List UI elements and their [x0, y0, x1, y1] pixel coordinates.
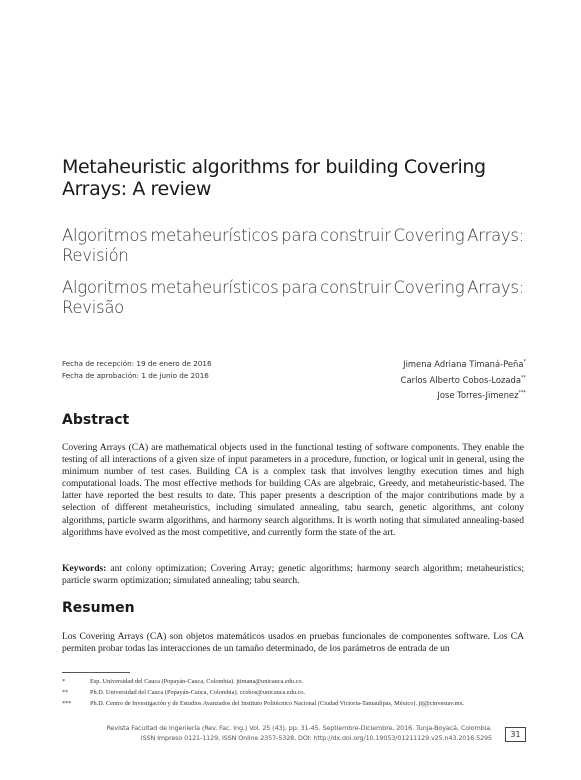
footnote-text: Esp. Universidad del Cauca (Popayán-Cauca, Colombia). jtimana@unicauca.edu.co.	[90, 678, 304, 685]
footnote	[62, 698, 524, 709]
title-es-line2: Revisión	[62, 246, 129, 265]
resumen-heading: Resumen	[62, 600, 135, 616]
footnote	[62, 687, 524, 698]
footnote	[62, 676, 524, 687]
title-word: Algoritmos	[62, 278, 148, 297]
keywords-list: ant colony optimization; Covering Array; genetic algorithms; harmony search algorithm; metaheuristics; particle swarm optimization; simulated annealing; tabu search.	[62, 563, 524, 587]
page-number: 31	[505, 727, 526, 742]
author-mark: **	[521, 374, 526, 381]
journal-line-2: ISSN Impreso 0121-1129, ISSN Online 2357-5328, DOI: http://dx.doi.org/10.19053/01211129.v25.n43.2016.5295	[140, 733, 492, 742]
title-word: construir	[320, 278, 391, 297]
author-name: Jimena Adriana Timaná-Peña	[403, 359, 524, 369]
title-word: para	[281, 226, 318, 245]
footnote-mark: **	[62, 689, 69, 697]
keywords-label: Keywords:	[62, 563, 107, 574]
footnote-text: Ph.D. Universidad del Cauca (Popayán-Cauca, Colombia). ccobos@unicauca.edu.co.	[90, 689, 306, 697]
title-word: metaheurísticos	[150, 226, 279, 245]
author-mark: *	[523, 359, 526, 365]
footnote-divider	[62, 672, 130, 673]
submission-dates	[62, 358, 212, 382]
footnotes	[62, 676, 524, 710]
author-name: Jose Torres-Jimenez	[437, 390, 519, 401]
title-word: metaheurísticos	[150, 278, 279, 297]
title-word: Covering	[393, 226, 465, 245]
approved-date: Fecha de aprobación: 1 de junio de 2016	[62, 371, 209, 380]
footnote-mark: *	[62, 678, 66, 685]
author-list	[401, 356, 526, 403]
title-word: Arrays:	[467, 226, 524, 245]
paper-title-spanish	[62, 226, 524, 266]
title-word: Arrays:	[467, 278, 524, 297]
author-mark: ***	[518, 390, 526, 397]
abstract-body: Covering Arrays (CA) are mathematical objects used in the functional testing of software components. They enable the testing of all interactions of a given size of input parameters in a procedure, function, or logical unit in general, using the minimum number of test cases. Building CA is a complex task that involves lengthy execution times and high computational loads. The most effective methods for building CAs are algebraic, Greedy, and metaheuristic-based. The latter have reported the best results to date. This paper presents a description of the major contributions made by a selection of different metaheuristics, including simulated annealing, tabu search, genetic algorithms, ant colony algorithms, particle swarm algorithms, and harmony search algorithms. It is worth noting that simulated annealing-based algorithms have evolved as the most competitive, and currently form the state of the art.	[62, 442, 524, 538]
journal-citation	[88, 724, 492, 743]
title-word: Covering	[393, 278, 465, 297]
footnote-text: Ph.D. Centro de Investigación y de Estudios Avanzados del Instituto Politécnico Nacional (Ciudad Victoria-Tamaulipas, México). jtj@cinvestav.mx.	[90, 700, 465, 708]
title-word: Algoritmos	[62, 226, 148, 245]
journal-line-1: Revista Facultad de Ingeniería (Rev. Fac. Ing.) Vol. 25 (43), pp. 31-45. Septiembre-Diciembre, 2016. Tunja-Boyacá, Colombia.	[106, 724, 492, 732]
author	[401, 372, 526, 388]
resumen-body: Los Covering Arrays (CA) son objetos matemáticos usados en pruebas funcionales de componentes software. Los CA permiten probar todas las interacciones de un tamaño determinado, de los parámetros de entrada de un	[62, 631, 524, 655]
keywords	[62, 563, 524, 587]
author-name: Carlos Alberto Cobos-Lozada	[400, 374, 521, 385]
title-word: construir	[320, 226, 391, 245]
paper-title-portuguese	[62, 278, 524, 318]
title-pt-line2: Revisão	[62, 298, 124, 317]
footnote-mark: ***	[62, 700, 72, 708]
title-word: para	[281, 278, 318, 297]
received-date: Fecha de recepción: 19 de enero de 2016	[62, 359, 212, 368]
paper-title-english: Metaheuristic algorithms for building Covering Arrays: A review	[62, 156, 486, 200]
author	[401, 387, 526, 403]
title-pt-line1	[62, 278, 524, 298]
abstract-heading: Abstract	[62, 412, 130, 428]
title-es-line1	[62, 226, 524, 246]
author	[401, 356, 526, 372]
